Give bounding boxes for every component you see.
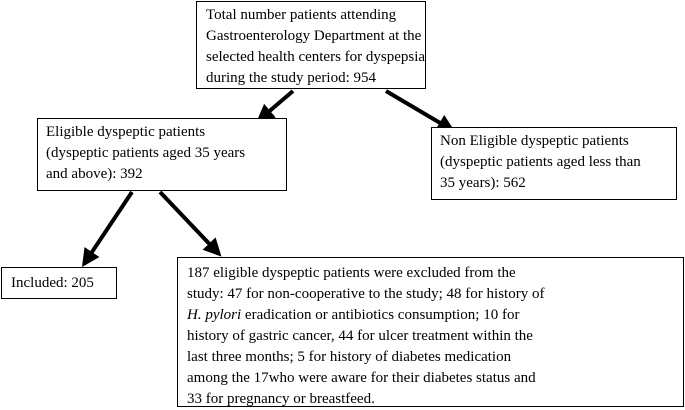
excluded-line-2: study: 47 for non-cooperative to the study; 48 for history of <box>187 286 545 302</box>
excluded-line-4: history of gastric cancer, 44 for ulcer treatment within the <box>187 328 533 344</box>
total-line-2: Gastroenterology Department at the <box>206 28 422 44</box>
eligible-line-1: Eligible dyspeptic patients <box>46 124 206 140</box>
h-pylori-term: H. pylori <box>187 307 242 323</box>
excluded-line-1: 187 eligible dyspeptic patients were excluded from the <box>187 265 516 281</box>
non-eligible-line-1: Non Eligible dyspeptic patients <box>440 133 629 149</box>
eligible-patients-box <box>37 118 287 191</box>
included-text: Included: 205 <box>11 275 94 291</box>
arrow-eligible-to-included <box>84 192 132 264</box>
excluded-line-6: among the 17who were aware for their diabetes status and <box>187 370 536 386</box>
non-eligible-patients-box <box>431 127 677 200</box>
eligible-line-3: and above): 392 <box>46 166 143 182</box>
arrow-eligible-to-excluded <box>160 192 219 254</box>
excluded-line-7: 33 for pregnancy or breastfeed. <box>187 391 375 407</box>
arrow-total-to-noneligible <box>386 91 452 130</box>
excluded-patients-box <box>177 257 684 407</box>
non-eligible-line-2: (dyspeptic patients aged less than <box>440 154 641 170</box>
excluded-line-3-rest: eradication or antibiotics consumption; 10 for <box>241 307 520 323</box>
included-patients-box <box>1 267 117 299</box>
total-line-1: Total number patients attending <box>206 7 397 23</box>
total-line-3: selected health centers for dyspepsia <box>206 49 426 65</box>
arrow-total-to-eligible <box>259 91 293 120</box>
excluded-line-5: last three months; 5 for history of diabetes medication <box>187 349 512 365</box>
excluded-line-3 <box>187 305 683 326</box>
non-eligible-line-3: 35 years): 562 <box>440 175 526 191</box>
total-patients-box <box>196 1 426 89</box>
eligible-line-2: (dyspeptic patients aged 35 years <box>46 145 246 161</box>
total-line-4: during the study period: 954 <box>206 70 376 86</box>
